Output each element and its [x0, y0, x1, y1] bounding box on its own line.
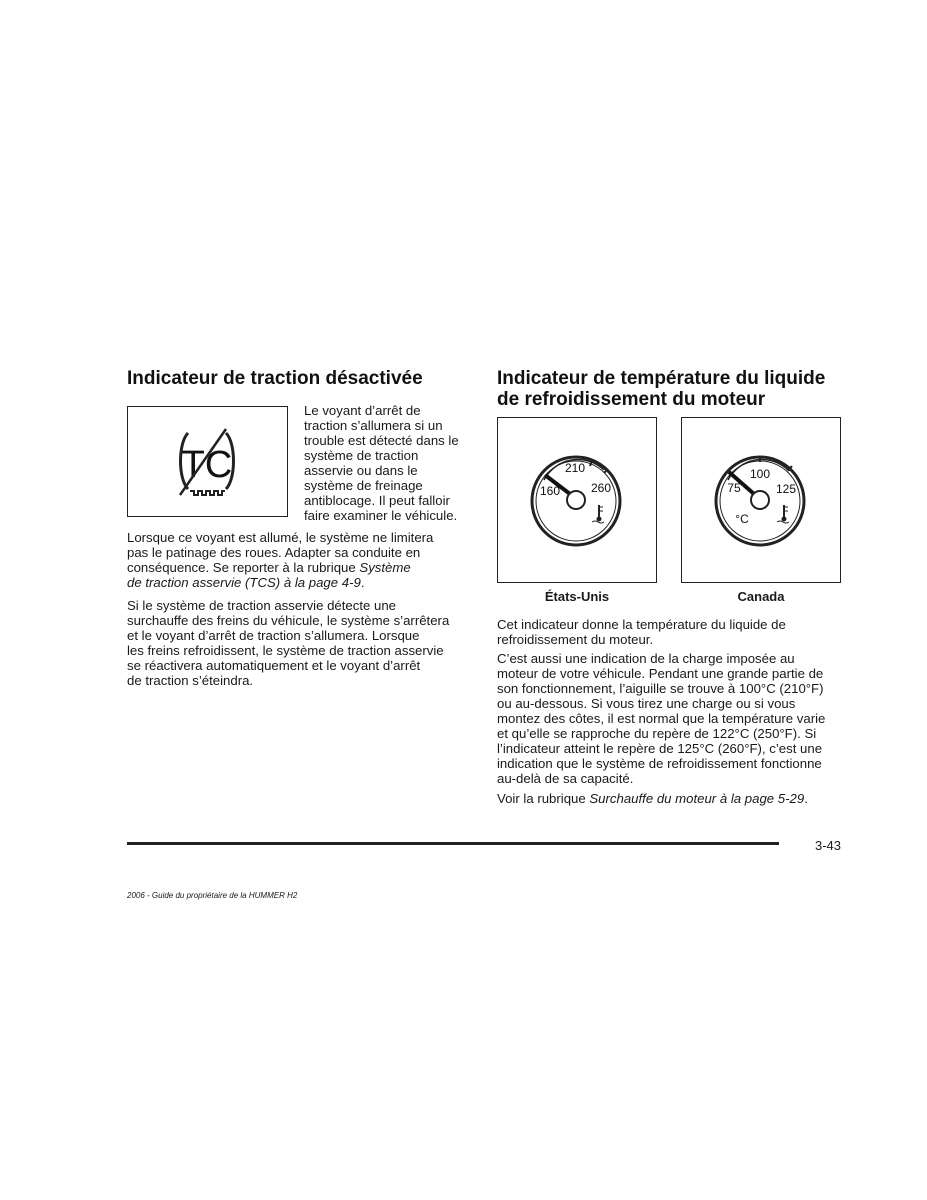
footer-source: 2006 - Guide du propriétaire de la HUMMER H2: [127, 891, 298, 900]
text-line: C’est aussi une indication de la charge imposée au: [497, 651, 795, 666]
text-line: se réactivera automatiquement et le voyant d’arrêt: [127, 658, 421, 673]
heading-line: de refroidissement du moteur: [497, 389, 766, 410]
traction-indicator-heading: Indicateur de traction désactivée: [127, 368, 423, 389]
side-line: traction s’allumera si un: [304, 418, 443, 433]
text-line: [497, 791, 808, 806]
tick-mark: [604, 469, 608, 473]
text-line: au-delà de sa capacité.: [497, 771, 634, 786]
text-line: montez des côtes, il est normal que la température varie: [497, 711, 826, 726]
text-line: [127, 575, 365, 590]
text-line: de traction s’éteindra.: [127, 673, 254, 688]
cross-reference-link[interactable]: Système: [359, 560, 411, 575]
text-line: indication que le système de refroidissement fonctionne: [497, 756, 822, 771]
cross-reference-link[interactable]: Surchauffe du moteur à la page 5-29: [589, 791, 805, 806]
needle-hub: [751, 491, 769, 509]
text-line: surchauffe des freins du véhicule, le système s’arrêtera: [127, 613, 450, 628]
coolant-gauge-us: [498, 418, 655, 581]
tc-label: TC: [181, 444, 233, 486]
text-line: Si le système de traction asservie détecte une: [127, 598, 397, 613]
side-line: faire examiner le véhicule.: [304, 508, 458, 523]
side-line: système de traction: [304, 448, 419, 463]
text-line: moteur de votre véhicule. Pendant une grande partie de: [497, 666, 824, 681]
side-line: antiblocage. Il peut falloir: [304, 493, 450, 508]
page-number: 3-43: [815, 838, 842, 853]
side-line: Le voyant d’arrêt de: [304, 403, 421, 418]
side-line: trouble est détecté dans le: [304, 433, 459, 448]
text-line: son fonctionnement, l’aiguille se trouve à 100°C (210°F): [497, 681, 824, 696]
coolant-temp-icon: [592, 505, 604, 523]
needle-hub: [567, 491, 585, 509]
gauge-canada-figure: [681, 417, 841, 583]
gauge-caption-us: États-Unis: [544, 589, 610, 604]
gauge-label-high: 260: [590, 481, 612, 495]
text-span: conséquence. Se reporter à la rubrique: [127, 560, 360, 575]
text-line: les freins refroidissent, le système de traction asservie: [127, 643, 444, 658]
gauge-label-mid: 210: [564, 461, 586, 475]
heading-line: Indicateur de température du liquide: [497, 368, 826, 389]
gauge-label-mid: 100: [749, 467, 771, 481]
text-span: .: [360, 575, 365, 590]
gauge-us-figure: [497, 417, 657, 583]
gauge-caption-canada: Canada: [737, 589, 785, 604]
text-line: et qu’elle se rapproche du repère de 122°C (250°F). Si: [497, 726, 817, 741]
traction-control-off-icon: [128, 407, 286, 515]
coolant-temp-icon: [777, 505, 789, 523]
footer-rule: [127, 842, 779, 845]
text-line: ou au-dessous. Si vous tirez une charge ou si vous: [497, 696, 796, 711]
text-span: Voir la rubrique: [497, 791, 590, 806]
text-line: Lorsque ce voyant est allumé, le système ne limitera: [127, 530, 434, 545]
text-line: [127, 560, 411, 575]
cross-reference-link[interactable]: de traction asservie (TCS) à la page 4-9: [127, 575, 361, 590]
text-line: refroidissement du moteur.: [497, 632, 654, 647]
side-line: asservie ou dans le: [304, 463, 418, 478]
side-line: système de freinage: [304, 478, 423, 493]
text-line: et le voyant d’arrêt de traction s’allumera. Lorsque: [127, 628, 420, 643]
text-line: Cet indicateur donne la température du liquide de: [497, 617, 786, 632]
text-line: pas le patinage des roues. Adapter sa conduite en: [127, 545, 421, 560]
gauge-label-low: 160: [539, 484, 561, 498]
traction-indicator-figure: [127, 406, 288, 517]
gauge-label-high: 125: [775, 482, 797, 496]
gauge-label-low: 75: [727, 481, 741, 495]
coolant-gauge-canada: [682, 418, 839, 581]
text-line: l’indicateur atteint le repère de 125°C (260°F), c’est une: [497, 741, 823, 756]
gauge-unit: °C: [735, 512, 749, 526]
text-span: .: [804, 791, 808, 806]
